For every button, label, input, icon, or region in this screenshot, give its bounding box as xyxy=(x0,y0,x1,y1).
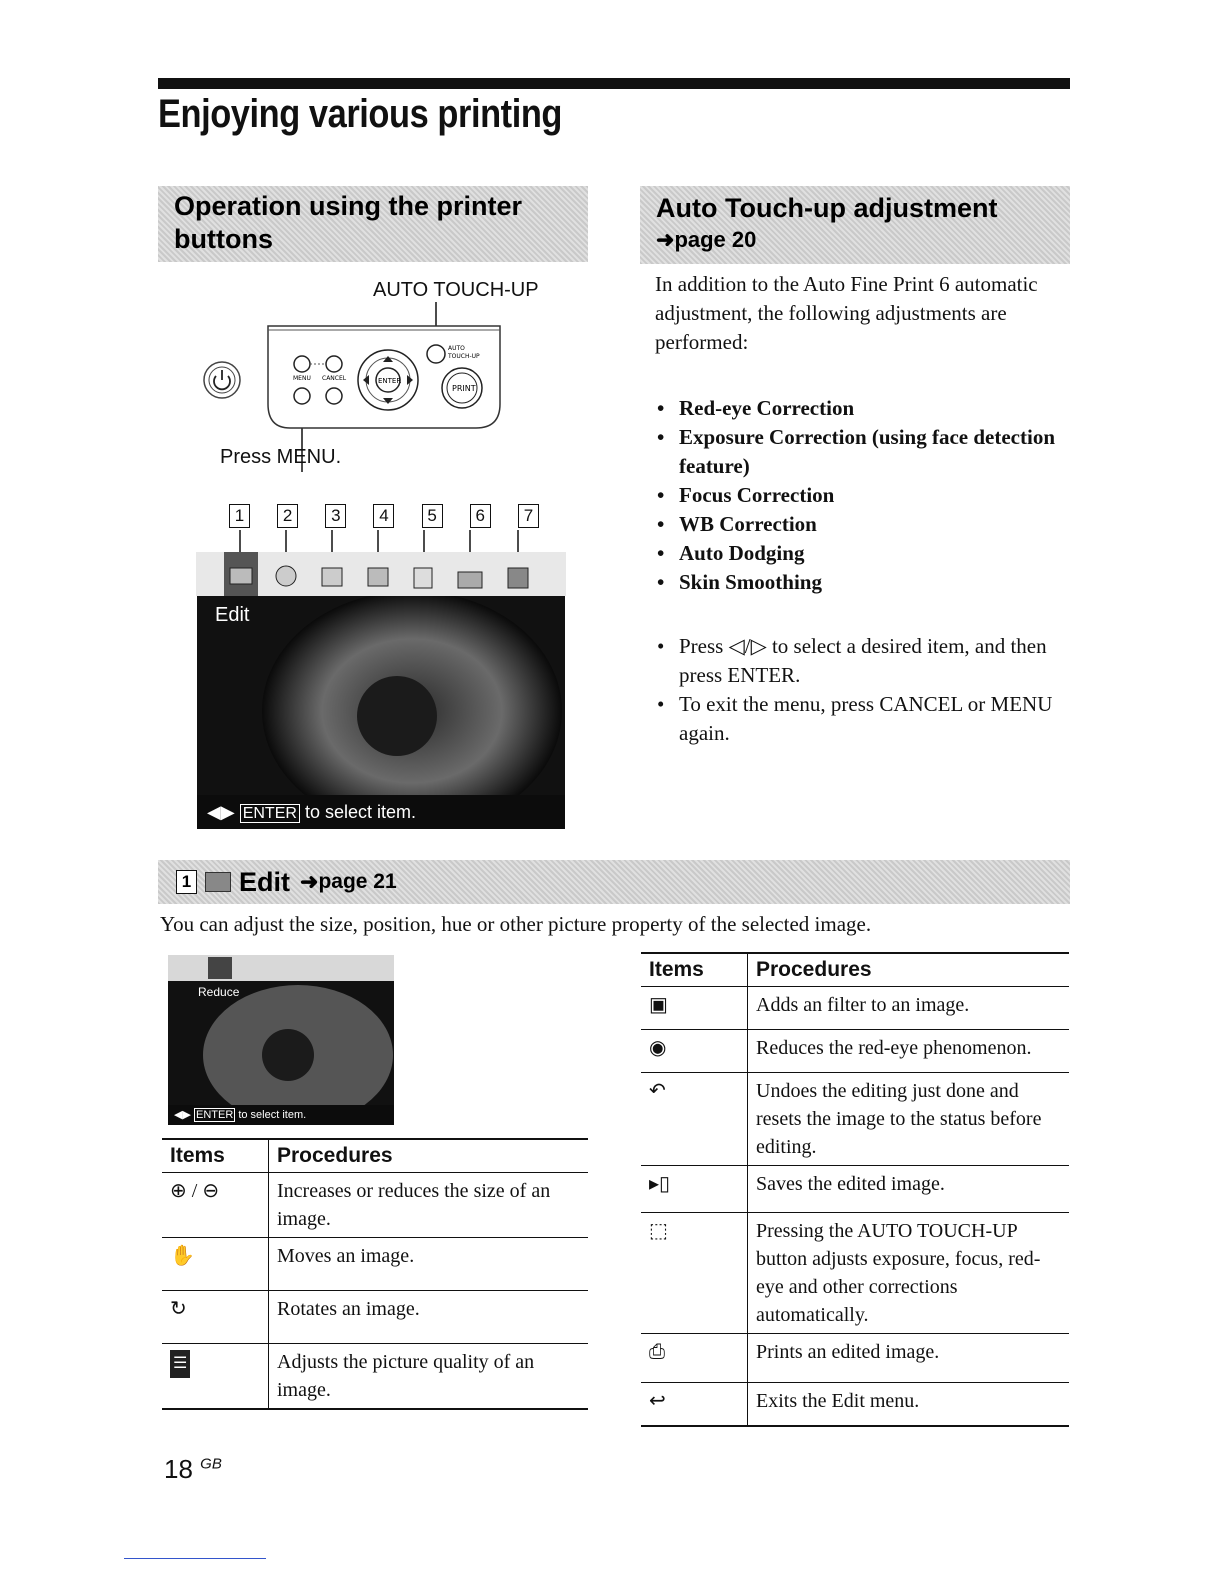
filter-icon: ▣ xyxy=(649,994,668,1016)
page-title: Enjoying various printing xyxy=(158,92,562,136)
tab-number: 3 xyxy=(325,504,346,528)
table-header-row xyxy=(162,1139,588,1173)
tab-number-row xyxy=(229,504,539,528)
edit-screen-thumbnail xyxy=(168,955,394,1125)
edit-number: 1 xyxy=(176,870,197,894)
procedure-text: Prints an edited image. xyxy=(748,1334,1070,1383)
procedure-text: Adds an filter to an image. xyxy=(748,987,1070,1030)
file-tab-icon xyxy=(414,568,432,588)
tab-number: 6 xyxy=(470,504,491,528)
tab-number: 4 xyxy=(373,504,394,528)
undo-icon: ↶ xyxy=(649,1080,666,1102)
edit-description: You can adjust the size, position, hue or other picture property of the selected image. xyxy=(160,912,872,936)
procedure-text: Exits the Edit menu. xyxy=(748,1383,1070,1427)
table-header-row xyxy=(641,953,1069,987)
edit-heading: Edit xyxy=(239,866,290,897)
printer-panel-diagram xyxy=(190,300,520,480)
screen-edit-label: Edit xyxy=(215,604,250,626)
table-row xyxy=(162,1344,588,1410)
procedure-text: Reduces the red-eye phenomenon. xyxy=(748,1030,1070,1073)
print-small-label: PRINT xyxy=(452,384,476,393)
menu-screen-preview xyxy=(197,596,565,829)
table-row xyxy=(641,1073,1069,1166)
adjustment-list xyxy=(655,394,1055,597)
table-row xyxy=(641,1030,1069,1073)
tab-number: 1 xyxy=(229,504,250,528)
icon-separator: / xyxy=(191,1180,198,1202)
procedures-header: Procedures xyxy=(748,953,1070,987)
edit-tab-icon xyxy=(230,568,252,584)
table-row xyxy=(641,1213,1069,1334)
left-right-arrows-icon: ◀▶ xyxy=(207,802,235,822)
operation-heading-box xyxy=(158,186,588,262)
screen-hint-bar xyxy=(197,795,565,829)
adjustment-item: • Skin Smoothing xyxy=(655,568,1055,597)
toolbox-tab-icon xyxy=(458,572,482,588)
adjustment-item: • Exposure Correction (using face detection feature) xyxy=(655,423,1055,481)
procedure-text: Moves an image. xyxy=(269,1238,589,1291)
hand-move-icon: ✋ xyxy=(170,1245,195,1267)
procedure-text: Increases or reduces the size of an image. xyxy=(269,1173,589,1238)
enter-small-label: ENTER xyxy=(378,377,402,385)
procedure-text: Pressing the AUTO TOUCH-UP button adjusts exposure, focus, red-eye and other corrections automatically. xyxy=(748,1213,1070,1334)
auto-small-label: AUTO xyxy=(448,345,465,352)
adjustment-item: • Red-eye Correction xyxy=(655,394,1055,423)
edit-thumbnail-image xyxy=(168,955,394,1125)
procedure-text: Saves the edited image. xyxy=(748,1166,1070,1213)
items-header: Items xyxy=(641,953,748,987)
page-number: 18 xyxy=(164,1454,193,1484)
layout-tab-icon xyxy=(322,568,342,586)
thumb-hint-text: to select item. xyxy=(238,1109,307,1121)
table-row xyxy=(162,1291,588,1344)
adjustment-item: • Focus Correction xyxy=(655,481,1055,510)
settings-tab-icon xyxy=(508,568,528,588)
dpad xyxy=(358,350,418,410)
tab-number: 7 xyxy=(518,504,539,528)
table-row xyxy=(641,987,1069,1030)
left-right-arrows-icon: ◀▶ xyxy=(174,1109,191,1121)
auto-touchup-page-ref: page 20 xyxy=(674,227,757,252)
procedures-header: Procedures xyxy=(269,1139,589,1173)
table-row xyxy=(641,1166,1069,1213)
table-row xyxy=(641,1334,1069,1383)
adjustment-item: • WB Correction xyxy=(655,510,1055,539)
screen-hint-text: to select item. xyxy=(304,802,416,822)
procedure-text: Rotates an image. xyxy=(269,1291,589,1344)
title-rule xyxy=(158,78,1070,89)
rotate-icon: ↻ xyxy=(170,1298,187,1320)
exit-icon: ↩ xyxy=(649,1390,666,1412)
arrow-right-icon: ➜ xyxy=(300,869,319,894)
procedure-text: Adjusts the picture quality of an image. xyxy=(269,1344,589,1410)
edit-page-ref: page 21 xyxy=(318,870,397,893)
table-row xyxy=(162,1238,588,1291)
auto-touchup-heading-box xyxy=(640,186,1070,264)
auto-touchup-heading: Auto Touch-up adjustment xyxy=(656,193,998,223)
procedure-text: Undoes the editing just done and resets the image to the status before editing. xyxy=(748,1073,1070,1166)
zoom-out-icon: ⊖ xyxy=(202,1180,220,1202)
picture-quality-icon: ☰ xyxy=(170,1350,190,1378)
table-row xyxy=(162,1173,588,1238)
cancel-small-label: CANCEL xyxy=(322,375,347,382)
right-items-table xyxy=(641,952,1069,1427)
menu-small-label: MENU xyxy=(293,375,311,382)
tab-number: 5 xyxy=(422,504,443,528)
palette-tab-icon xyxy=(276,566,296,586)
tab-number: 2 xyxy=(277,504,298,528)
enter-key-badge: ENTER xyxy=(195,1109,234,1121)
enter-key-badge: ENTER xyxy=(240,804,300,823)
auto-touchup-page-ref-line xyxy=(640,225,1070,255)
page-suffix: GB xyxy=(200,1455,222,1473)
operation-heading: Operation using the printer buttons xyxy=(174,191,523,254)
table-row xyxy=(641,1383,1069,1427)
footer-rule xyxy=(124,1558,266,1559)
red-eye-icon: ◉ xyxy=(649,1037,667,1059)
notes-list xyxy=(655,632,1055,748)
note-item: • To exit the menu, press CANCEL or MENU again. xyxy=(655,690,1055,748)
auto-touchup-icon: ⬚ xyxy=(649,1220,668,1242)
items-header: Items xyxy=(162,1139,269,1173)
tab-icon-strip xyxy=(196,530,566,600)
frame-tab-icon xyxy=(368,568,388,586)
save-icon: ▸▯ xyxy=(649,1173,671,1195)
page-number-line xyxy=(164,1454,222,1485)
left-items-table xyxy=(162,1138,588,1410)
zoom-in-icon: ⊕ xyxy=(170,1180,187,1202)
touchup-small-label: TOUCH-UP xyxy=(448,353,480,360)
thumb-hint-bar xyxy=(168,1105,394,1125)
arrow-right-icon: ➜ xyxy=(656,227,675,252)
adjustment-item: • Auto Dodging xyxy=(655,539,1055,568)
auto-touchup-callout: AUTO TOUCH-UP xyxy=(373,279,539,301)
power-icon xyxy=(204,362,240,398)
edit-heading-box xyxy=(158,860,1070,904)
note-item: • Press ◁/▷ to select a desired item, and then press ENTER. xyxy=(655,632,1055,690)
auto-touchup-intro: In addition to the Auto Fine Print 6 automatic adjustment, the following adjustments are performed: xyxy=(655,272,1038,354)
reduce-label: Reduce xyxy=(198,985,240,999)
press-menu-callout: Press MENU. xyxy=(220,446,342,468)
print-icon: ⎙ xyxy=(649,1341,665,1363)
edit-tab-icon xyxy=(205,872,231,892)
